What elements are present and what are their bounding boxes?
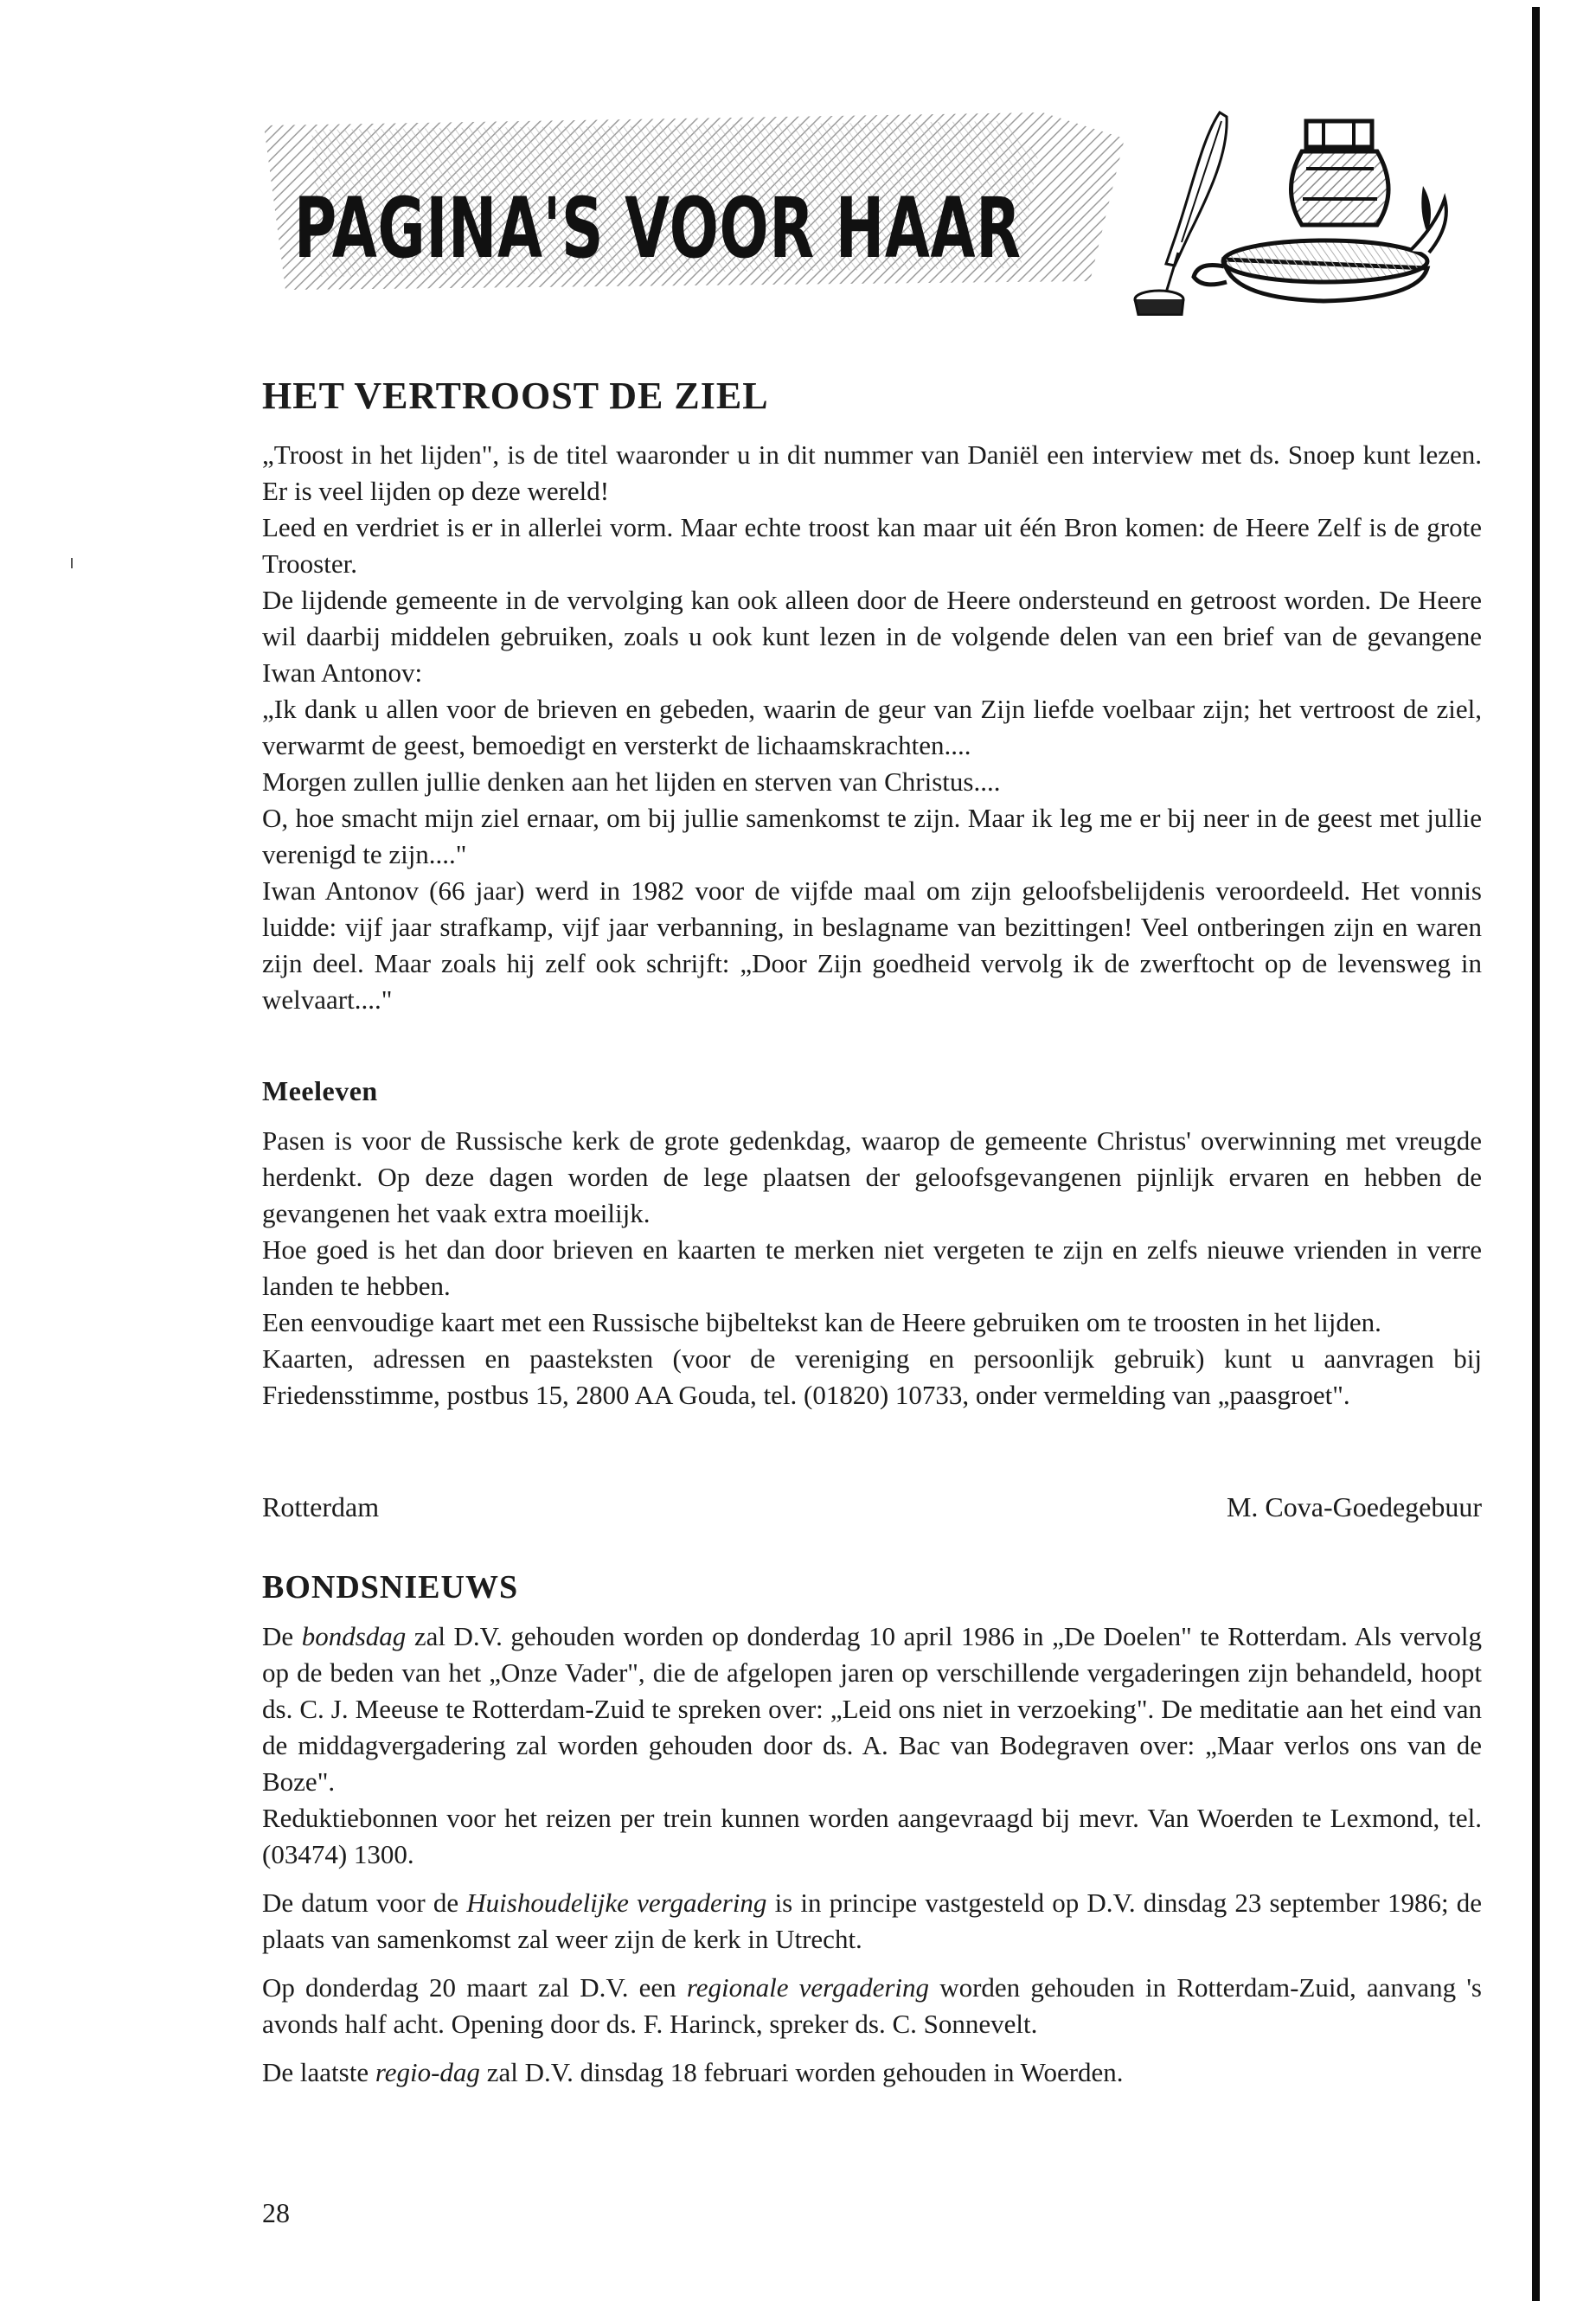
emphasis: regio-dag [375, 2057, 480, 2087]
emphasis: bondsdag [301, 1621, 407, 1651]
paragraph: Pasen is voor de Russische kerk de grote gedenkdag, waarop de gemeente Christus' overwinning met vreugde herdenkt. Op deze dagen worden de lege plaatsen der geloofsgevangenen pijnlijk ervaren en hebben de gevangenen het vaak extra moeilijk. [262, 1125, 1482, 1228]
paragraph-reduktiebonnen: Reduktiebonnen voor het reizen per trein kunnen worden aangevraagd bij mevr. Van Woerden te Lexmond, tel. (03474) 1300. [262, 1803, 1482, 1869]
water-jar-icon [1292, 121, 1389, 225]
margin-mark [71, 558, 73, 568]
meeleven-body [262, 1123, 1482, 1413]
bondsnieuws-body [262, 1618, 1482, 2091]
section-meeleven [262, 1075, 1482, 1413]
page-edge-rule [1532, 7, 1540, 2301]
paragraph: Kaarten, adressen en paasteksten (voor de vereniging en persoonlijk gebruik) kunt u aanvragen bij Friedensstimme, postbus 15, 2800 AA Gouda, tel. (01820) 10733, onder vermelding van „paasgroet". [262, 1343, 1482, 1410]
quote-paragraph: Morgen zullen jullie denken aan het lijden en sterven van Christus.... [262, 766, 1001, 797]
paragraph: Leed en verdriet is er in allerlei vorm. Maar echte troost kan maar uit één Bron komen: de Heere Zelf is de grote Trooster. [262, 512, 1482, 579]
article-body [262, 437, 1482, 1018]
signature-line [262, 1491, 1482, 1523]
section-banner [260, 104, 1466, 316]
signature-author: M. Cova-Goedegebuur [1226, 1491, 1482, 1522]
paragraph: De lijdende gemeente in de vervolging kan ook alleen door de Heere ondersteund en getroost worden. De Heere wil daarbij middelen gebruiken, zoals u ook kunt lezen in de volgende delen van een brief van de gevangene Iwan Antonov: [262, 585, 1482, 688]
paragraph-regionale: Op donderdag 20 maart zal D.V. een regionale vergadering worden gehouden in Rotterdam-Zuid, aanvang 's avonds half acht. Opening door ds. F. Harinck, spreker ds. C. Sonnevelt. [262, 1972, 1482, 2039]
page-number: 28 [262, 2197, 290, 2228]
article-heading: HET VERTROOST DE ZIEL [262, 375, 769, 417]
banner-title: PAGINA'S VOOR HAAR [294, 180, 1022, 277]
signature-place: Rotterdam [262, 1491, 380, 1522]
emphasis: Huishoudelijke vergadering [466, 1888, 767, 1918]
paragraph: „Troost in het lijden", is de titel waaronder u in dit nummer van Daniël een interview met ds. Snoep kunt lezen. Er is veel lijden op deze wereld! [262, 439, 1482, 506]
paragraph: Een eenvoudige kaart met een Russische bijbeltekst kan de Heere gebruiken om te troosten in het lijden. [262, 1307, 1381, 1337]
meeleven-heading: Meeleven [262, 1075, 378, 1106]
paragraph-huishoudelijke: De datum voor de Huishoudelijke vergadering is in principe vastgesteld op D.V. dinsdag 23 september 1986; de plaats van samenkomst zal weer zijn de kerk in Utrecht. [262, 1888, 1482, 1954]
section-bondsnieuws [262, 1568, 1482, 2091]
paragraph-regio-dag: De laatste regio-dag zal D.V. dinsdag 18 februari worden gehouden in Woerden. [262, 2057, 1124, 2087]
paragraph: Hoe goed is het dan door brieven en kaarten te merken niet vergeten te zijn en zelfs nieuwe vrienden in verre landen te hebben. [262, 1234, 1482, 1301]
paragraph-bondsdag: De bondsdag zal D.V. gehouden worden op donderdag 10 april 1986 in „De Doelen" te Rotterdam. Als vervolg op de beden van het „Onze Vader", die de afgelopen jaren op verschillende vergaderingen zijn behandeld, hoopt ds. C. J. Meeuse te Rotterdam-Zuid te spreken over: „Leid ons niet in verzoeking". De meditatie aan het eind van de middagvergadering zal worden gehouden door ds. A. Bac van Bodegraven over: „Maar verlos ons van de Boze". [262, 1621, 1482, 1797]
quote-paragraph: O, hoe smacht mijn ziel ernaar, om bij jullie samenkomst te zijn. Maar ik leg me er bij neer in de geest met jullie verenigd te zijn...." [262, 803, 1482, 869]
paragraph: Iwan Antonov (66 jaar) werd in 1982 voor de vijfde maal om zijn geloofsbelijdenis veroordeeld. Het vonnis luidde: vijf jaar strafkamp, vijf jaar verbanning, in beslagname van bezittingen! Veel ontberingen zijn en waren zijn deel. Maar zoals hij zelf ook schrijft: „Door Zijn goedheid vervolg ik de zwerftocht op de levensweg in welvaart...." [262, 875, 1482, 1015]
quote-paragraph: „Ik dank u allen voor de brieven en gebeden, waarin de geur van Zijn liefde voelbaar zijn; het vertroost de ziel, verwarmt de geest, bemoedigt en versterkt de lichaamskrachten.... [262, 694, 1482, 760]
article-vertroost [262, 374, 1482, 1018]
emphasis: regionale vergadering [686, 1972, 930, 2003]
bondsnieuws-heading: BONDSNIEUWS [262, 1569, 519, 1606]
